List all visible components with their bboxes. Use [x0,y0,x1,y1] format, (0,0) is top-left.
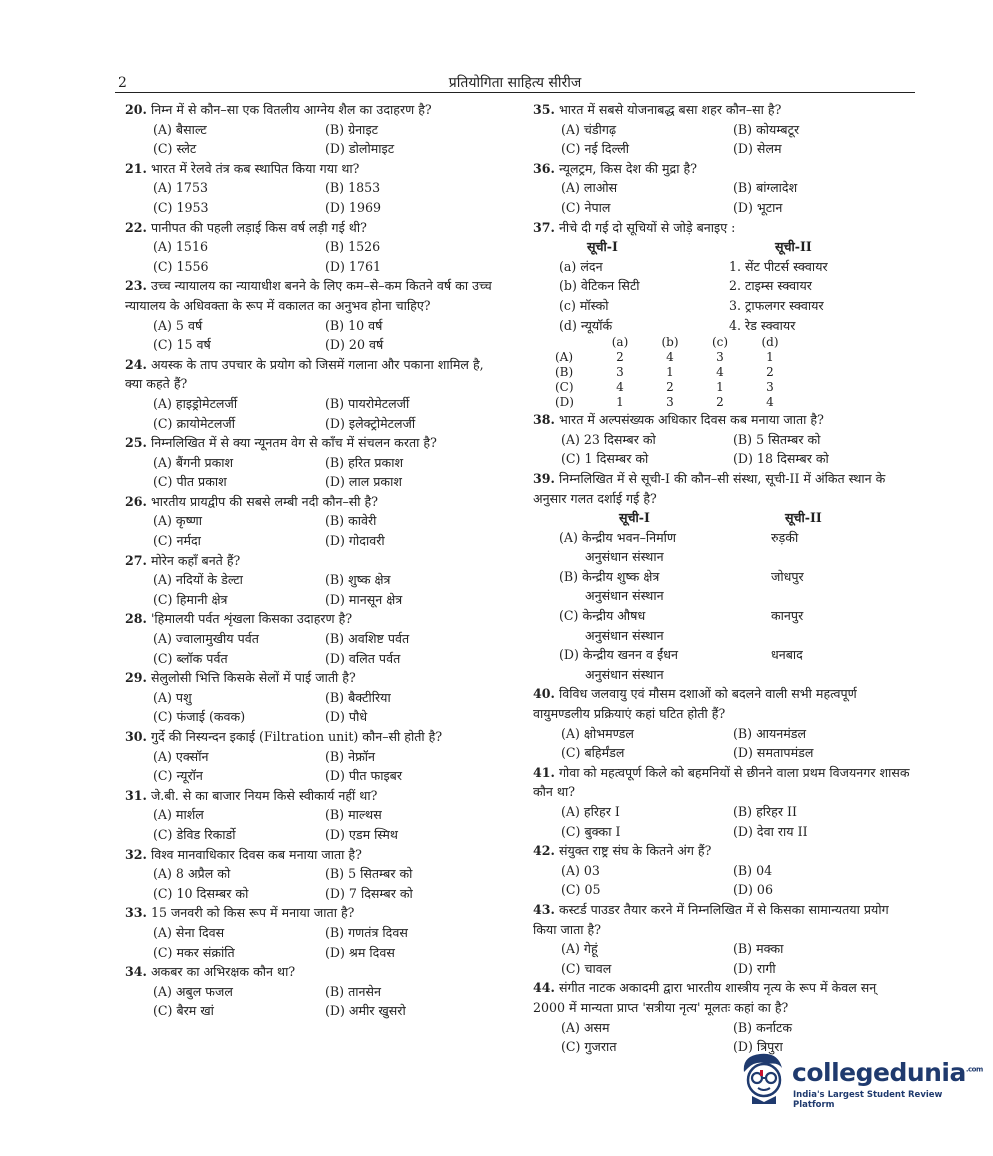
option: (B) 1853 [325,180,381,196]
option: (C) बहिर्मंडल [561,745,625,761]
match-head-cell: (a) [611,335,629,350]
question-36 [533,159,911,218]
match-option-label: (A) [555,350,574,365]
list1-item: (d) न्यूयॉर्क [559,317,613,333]
option: (D) 1969 [325,199,381,215]
option: (B) 5 सितम्बर को [733,431,821,447]
match-answer-table [555,335,795,410]
question-number: 38. [533,412,555,428]
list2-item: 1. सेंट पीटर्स स्क्वायर [729,258,828,274]
institute-line: (D) केन्द्रीय खनन व ईंधन [559,647,678,663]
question-23 [125,276,503,354]
option: (D) 7 दिसम्बर को [325,885,413,901]
question-25 [125,433,503,492]
option: (C) क्रायोमेटलर्जी [153,415,235,431]
option: (B) 5 सितम्बर को [325,866,413,882]
question-number: 42. [533,843,555,859]
question-text: अयस्क के ताप उपचार के प्रयोग को जिसमें गलाना और पकाना शामिल है, क्या कहते हैं? [125,356,484,392]
match-row [555,395,795,410]
options [125,178,503,217]
option: (C) नेपाल [561,199,611,215]
question-34 [125,962,503,1021]
option: (C) चावल [561,960,612,976]
question-number: 40. [533,686,555,702]
institute-table [533,508,911,684]
option: (A) पशु [153,689,192,705]
question-text: भारत में अल्पसंख्यक अधिकार दिवस कब मनाया जाता है? [558,412,824,428]
option: (A) असम [561,1019,610,1035]
question-number: 43. [533,901,555,917]
question-27 [125,551,503,610]
match-cell: 3 [616,365,624,380]
match-row [555,365,795,380]
question-number: 35. [533,102,555,117]
list2-heading: सूची-II [775,239,812,255]
question-text: उच्च न्यायालय का न्यायाधीश बनने के लिए कम–से–कम कितने वर्ष का उच्च न्यायालय के अधिवक्ता के रूप में वकालत का अनुभव होना चाहिए? [125,278,492,313]
question-text: भारतीय प्रायद्वीप की सबसे लम्बी नदी कौन–सी है? [150,493,378,509]
options [533,724,911,763]
question-42 [533,841,911,900]
list1-heading: सूची-I [619,510,650,526]
question-number: 26. [125,493,147,509]
question-40 [533,684,911,762]
option: (D) 06 [733,882,773,898]
match-cell: 3 [666,395,674,410]
match-cell: 3 [716,350,724,365]
list2-item: 4. रेड स्क्वायर [729,317,796,333]
institute-line: अनुसंधान संस्थान [585,666,664,682]
option: (A) 5 वर्ष [153,317,203,333]
institute-line: (C) केन्द्रीय औषध [559,608,646,624]
question-20 [125,100,503,159]
match-cell: 4 [716,365,724,380]
match-row [555,350,795,365]
place-name: धनबाद [771,647,803,663]
list1-heading: सूची-I [587,239,618,255]
match-cell: 2 [616,350,624,365]
question-38-body [533,410,911,469]
option: (D) गोदावरी [325,533,385,549]
question-text: अकबर का अभिरक्षक कौन था? [150,964,296,980]
option: (C) 1556 [153,258,209,274]
option: (D) वलित पर्वत [325,650,401,666]
option: (A) चंडीगढ़ [561,121,617,137]
question-30 [125,727,503,786]
options [533,120,911,159]
options [125,747,503,786]
match-option-label: (B) [555,365,574,380]
match-cell: 4 [616,380,624,395]
list1-item: (c) मॉस्को [559,297,609,313]
logo-wordmark: collegedunia [792,1058,966,1087]
option: (A) सेना दिवस [153,924,225,940]
option: (D) पीत फाइबर [325,768,403,784]
place-name: रुड़की [771,529,799,545]
option: (A) हरिहर I [561,804,620,819]
question-text: सेलुलोसी भित्ति किसके सेलों में पाई जाती है? [150,670,356,686]
question-number: 28. [125,611,147,627]
question-number: 27. [125,552,147,568]
collegedunia-logo [738,1050,983,1112]
match-cell: 1 [716,380,724,395]
option: (C) डेविड रिकार्डो [153,826,236,842]
options [125,805,503,844]
list2-item: 2. टाइम्स स्क्वायर [729,278,812,294]
list2-heading: सूची-II [785,510,822,526]
question-text: पानीपत की पहली लड़ाई किस वर्ष लड़ी गई थी? [150,219,367,235]
options [125,316,503,355]
options [125,237,503,276]
option: (A) गेहूं [561,941,598,957]
option: (C) न्यूरॉन [153,768,203,784]
question-number: 22. [125,219,147,235]
match-cell: 2 [666,380,674,395]
option: (B) 04 [733,862,773,878]
question-text: कस्टर्ड पाउडर तैयार करने में निम्नलिखित में से किसका सामान्यतया प्रयोग किया जाता है? [533,901,889,937]
option: (C) फंजाई (कवक) [153,709,246,725]
institute-line: अनुसंधान संस्थान [585,549,664,565]
list2-item: 3. ट्राफलगर स्क्वायर [729,297,824,313]
option: (D) समतापमंडल [733,745,814,761]
match-header-row [555,335,795,350]
question-text: संगीत नाटक अकादमी द्वारा भारतीय शास्त्रीय नृत्य के रूप में केवल सन् 2000 में मान्यता प्राप्त 'सत्रीया नृत्य' मूलतः कहां का है? [533,980,877,1015]
option: (D) लाल प्रकाश [325,474,402,490]
option: (D) 18 दिसम्बर को [733,451,829,467]
option: (C) पीत प्रकाश [153,474,227,490]
match-cell: 4 [766,395,774,410]
question-text: भारत में रेलवे तंत्र कब स्थापित किया गया था? [150,160,360,176]
option: (B) 1526 [325,239,381,255]
option: (B) कावेरी [325,513,377,529]
option: (C) बैरम खां [153,1003,214,1019]
option: (C) मकर संक्रांति [153,944,235,960]
option: (A) क्षोभमण्डल [561,725,634,741]
question-text: भारत में सबसे योजनाबद्ध बसा शहर कौन–सा है? [558,102,782,117]
logo-dotcom: .com [965,1065,983,1074]
option: (B) गणतंत्र दिवस [325,924,408,940]
question-number: 23. [125,278,147,294]
match-cell: 1 [666,365,674,380]
question-text: गुर्दे की निस्यन्दन इकाई (Filtration unit) कौन–सी होती है? [150,729,443,744]
option: (B) बैक्टीरिया [325,689,391,705]
option: (B) कर्नाटक [733,1019,793,1035]
option: (D) श्रम दिवस [325,944,395,960]
option: (D) रागी [733,960,776,976]
option: (A) 23 दिसम्बर को [561,431,656,447]
question-41 [533,763,911,841]
option: (D) मानसून क्षेत्र [325,591,403,607]
option: (B) हरिहर II [733,804,797,819]
options [125,511,503,550]
option: (A) अबुल फजल [153,983,233,999]
option: (C) 1 दिसम्बर को [561,451,649,467]
option: (A) 03 [561,862,600,878]
page-header [115,70,915,93]
question-35 [533,100,911,159]
option: (A) 8 अप्रैल को [153,866,231,882]
option: (D) अमीर खुसरो [325,1003,406,1019]
institute-line: (A) केन्द्रीय भवन–निर्माण [559,529,677,545]
student-mascot-icon [738,1050,790,1106]
options [533,861,911,900]
option: (B) अवशिष्ट पर्वत [325,631,410,647]
options [533,802,911,841]
option: (A) मार्शल [153,807,204,823]
options [125,453,503,492]
options [125,923,503,962]
question-43 [533,900,911,978]
match-cell: 3 [766,380,774,395]
question-number: 32. [125,846,147,862]
option: (C) गुजरात [561,1039,617,1055]
right-column [533,100,911,1057]
question-number: 24. [125,356,147,372]
option: (D) इलेक्ट्रोमेटलर्जी [325,415,416,431]
option: (C) बुक्का I [561,823,621,839]
option: (B) मक्का [733,941,784,957]
option: (C) हिमानी क्षेत्र [153,591,228,607]
question-number: 39. [533,470,555,486]
options [125,629,503,668]
question-text: न्यूलट्रम, किस देश की मुद्रा है? [558,160,697,176]
list1-item: (b) वेटिकन सिटी [559,278,640,294]
match-cell: 4 [666,350,674,365]
options [125,688,503,727]
question-22 [125,218,503,277]
match-cell: 1 [766,350,774,365]
match-option-label: (C) [555,380,574,395]
question-text: विविध जलवायु एवं मौसम दशाओं को बदलने वाली सभी महत्वपूर्ण वायुमण्डलीय प्रक्रियाएं कहां घटित होती हैं? [533,686,857,722]
options [125,864,503,903]
option: (A) नदियों के डेल्टा [153,572,243,588]
options [533,939,911,978]
question-number: 20. [125,102,147,117]
option: (C) 15 वर्ष [153,337,211,353]
option: (D) देवा राय II [733,823,808,839]
option: (B) नेफ्रॉन [325,748,376,764]
match-cell: 1 [616,395,624,410]
question-number: 29. [125,670,147,686]
match-row [555,380,795,395]
question-text: विश्व मानवाधिकार दिवस कब मनाया जाता है? [150,846,362,862]
question-number: 44. [533,980,555,996]
question-33 [125,903,503,962]
option: (D) 1761 [325,258,381,274]
option: (B) शुष्क क्षेत्र [325,572,391,588]
question-number: 41. [533,764,555,780]
question-number: 25. [125,435,147,451]
option: (A) कृष्णा [153,513,203,529]
question-number: 34. [125,964,147,980]
match-head-cell: (c) [711,335,729,350]
option: (C) स्लेट [153,141,197,157]
institute-line: अनुसंधान संस्थान [585,627,664,643]
option: (C) नई दिल्ली [561,141,630,157]
options [125,120,503,159]
option: (B) हरित प्रकाश [325,454,404,470]
option: (C) 10 दिसम्बर को [153,885,249,901]
question-text: जे.बी. से का बाजार नियम किसे स्वीकार्य नहीं था? [150,787,378,803]
question-text: 15 जनवरी को किस रूप में मनाया जाता है? [150,905,355,921]
option: (A) लाओस [561,180,618,196]
options [533,430,911,469]
option: (A) 1516 [153,239,208,255]
question-24 [125,355,503,433]
option: (A) बैंगनी प्रकाश [153,454,234,470]
option: (D) सेलम [733,141,782,157]
question-text: 'हिमालयी पर्वत शृंखला किसका उदाहरण है? [150,611,353,627]
option: (D) डोलोमाइट [325,141,395,157]
place-name: जोधपुर [771,568,804,584]
question-text: गोवा को महत्वपूर्ण किले को बहमनियों से छीनने वाला प्रथम विजयनगर शासक कौन था? [533,764,910,800]
option: (B) तानसेन [325,983,382,999]
series-title: प्रतियोगिता साहित्य सीरीज [448,75,582,91]
options [125,394,503,433]
match-option-label: (D) [555,395,574,410]
question-21 [125,159,503,218]
option: (A) 1753 [153,180,208,196]
question-number: 37. [533,219,555,235]
option: (B) आयनमंडल [733,725,807,741]
option: (A) ज्वालामुखीय पर्वत [153,631,259,647]
option: (D) भूटान [733,199,783,215]
question-32 [125,845,503,904]
question-26 [125,492,503,551]
option: (C) नर्मदा [153,533,201,549]
options [125,570,503,609]
options [125,982,503,1021]
question-number: 30. [125,729,147,744]
option: (A) बैसाल्ट [153,121,207,137]
option: (B) कोयम्बटूर [733,121,800,137]
match-cell: 2 [716,395,724,410]
question-text: नीचे दी गई दो सूचियों से जोड़े बनाइए : [558,219,736,235]
list1-item: (a) लंदन [559,258,603,274]
option: (D) पौधे [325,709,368,725]
option: (D) 20 वर्ष [325,337,384,353]
question-number: 31. [125,787,147,803]
question-number: 33. [125,905,147,921]
page-number: 2 [118,75,127,91]
left-column [125,100,503,1021]
question-text: निम्नलिखित में से सूची-I की कौन–सी संस्था, सूची-II में अंकित स्थान के अनुसार गलत दर्शाई गई है? [533,470,886,506]
option: (D) त्रिपुरा [733,1039,783,1055]
question-44 [533,978,911,1056]
logo-tagline: India's Largest Student Review Platform [793,1090,943,1110]
question-number: 36. [533,160,555,176]
match-head-cell: (d) [761,335,779,350]
option: (B) माल्थस [325,807,382,823]
question-39 [533,469,911,685]
question-28 [125,609,503,668]
option: (A) हाइड्रोमेटलर्जी [153,395,238,411]
option: (B) ग्रेनाइट [325,121,378,137]
question-38 [533,410,911,469]
place-name: कानपुर [771,608,804,624]
options [533,178,911,217]
question-29 [125,668,503,727]
institute-line: (B) केन्द्रीय शुष्क क्षेत्र [559,568,660,584]
option: (D) एडम स्मिथ [325,826,398,842]
option: (B) 10 वर्ष [325,317,383,333]
option: (C) ब्लॉक पर्वत [153,650,228,666]
match-head-cell: (b) [661,335,679,350]
match-cell: 2 [766,365,774,380]
match-lists [533,237,911,335]
question-37 [533,218,911,411]
question-text: निम्न में से कौन–सा एक वितलीय आग्नेय शैल का उदाहरण है? [150,102,432,117]
option: (B) पायरोमेटलर्जी [325,395,410,411]
question-number: 21. [125,160,147,176]
option: (A) एक्सॉन [153,748,209,764]
question-text: मोरेन कहाँ बनते हैं? [150,552,241,568]
question-31 [125,786,503,845]
option: (B) बांग्लादेश [733,180,798,196]
option: (C) 1953 [153,199,209,215]
institute-line: अनुसंधान संस्थान [585,588,664,604]
question-text: संयुक्त राष्ट्र संघ के कितने अंग हैं? [558,843,712,859]
question-text: निम्नलिखित में से क्या न्यूनतम वेग से काँच में संचलन करता है? [150,435,437,451]
option: (C) 05 [561,882,601,898]
